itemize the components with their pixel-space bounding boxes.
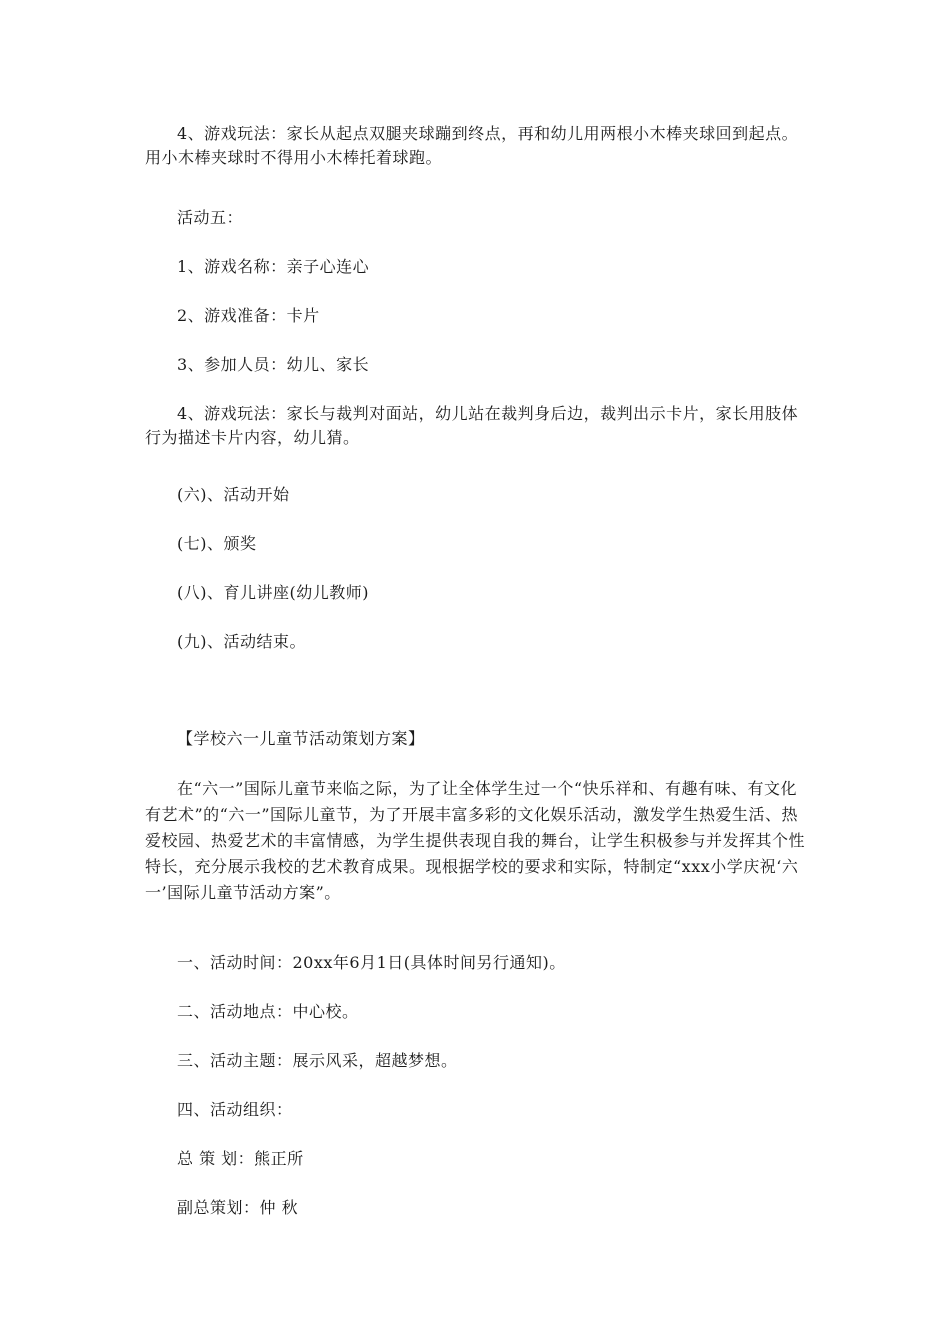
paragraph-game-name: 1、游戏名称：亲子心连心 — [177, 257, 370, 276]
paragraph-participants: 3、参加人员：幼儿、家长 — [177, 355, 370, 374]
paragraph-activity-theme: 三、活动主题：展示风采，超越梦想。 — [177, 1051, 458, 1070]
paragraph-activity-time: 一、活动时间：20xx年6月1日(具体时间另行通知)。 — [177, 953, 566, 972]
paragraph-activity-location: 二、活动地点：中心校。 — [177, 1002, 359, 1021]
paragraph-game-rules-2: 4、游戏玩法：家长与裁判对面站，幼儿站在裁判身后边，裁判出示卡片，家长用肢体行为描述卡片内容，幼儿猜。 — [145, 404, 799, 447]
paragraph-deputy-planner: 副总策划：仲 秋 — [177, 1198, 299, 1217]
paragraph-awards: (七)、颁奖 — [177, 534, 257, 553]
paragraph-intro: 在“六一”国际儿童节来临之际，为了让全体学生过一个“快乐祥和、有趣有味、有文化有艺术”的“六一”国际儿童节，为了开展丰富多彩的文化娱乐活动，激发学生热爱生活、热爱校园、热爱艺术的丰富情感，为学生提供表现自我的舞台，让学生积极参与并发挥其个性特长，充分展示我校的艺术教育成果。现根据学校的要求和实际，特制定“xxx小学庆祝‘六一’国际儿童节活动方案”。 — [145, 779, 806, 902]
paragraph-activity-five: 活动五： — [177, 208, 244, 227]
paragraph-game-rules-1: 4、游戏玩法：家长从起点双腿夹球蹦到终点，再和幼儿用两根小木棒夹球回到起点。用小木棒夹球时不得用小木棒托着球跑。 — [145, 124, 799, 167]
paragraph-activity-start: (六)、活动开始 — [177, 485, 290, 504]
paragraph-activity-organization: 四、活动组织： — [177, 1100, 293, 1119]
paragraph-game-prep: 2、游戏准备：卡片 — [177, 306, 320, 325]
paragraph-lecture: (八)、育儿讲座(幼儿教师) — [177, 583, 369, 602]
paragraph-chief-planner: 总 策 划：熊正所 — [177, 1149, 304, 1168]
paragraph-activity-end: (九)、活动结束。 — [177, 632, 306, 651]
section-title: 【学校六一儿童节活动策划方案】 — [177, 729, 425, 748]
